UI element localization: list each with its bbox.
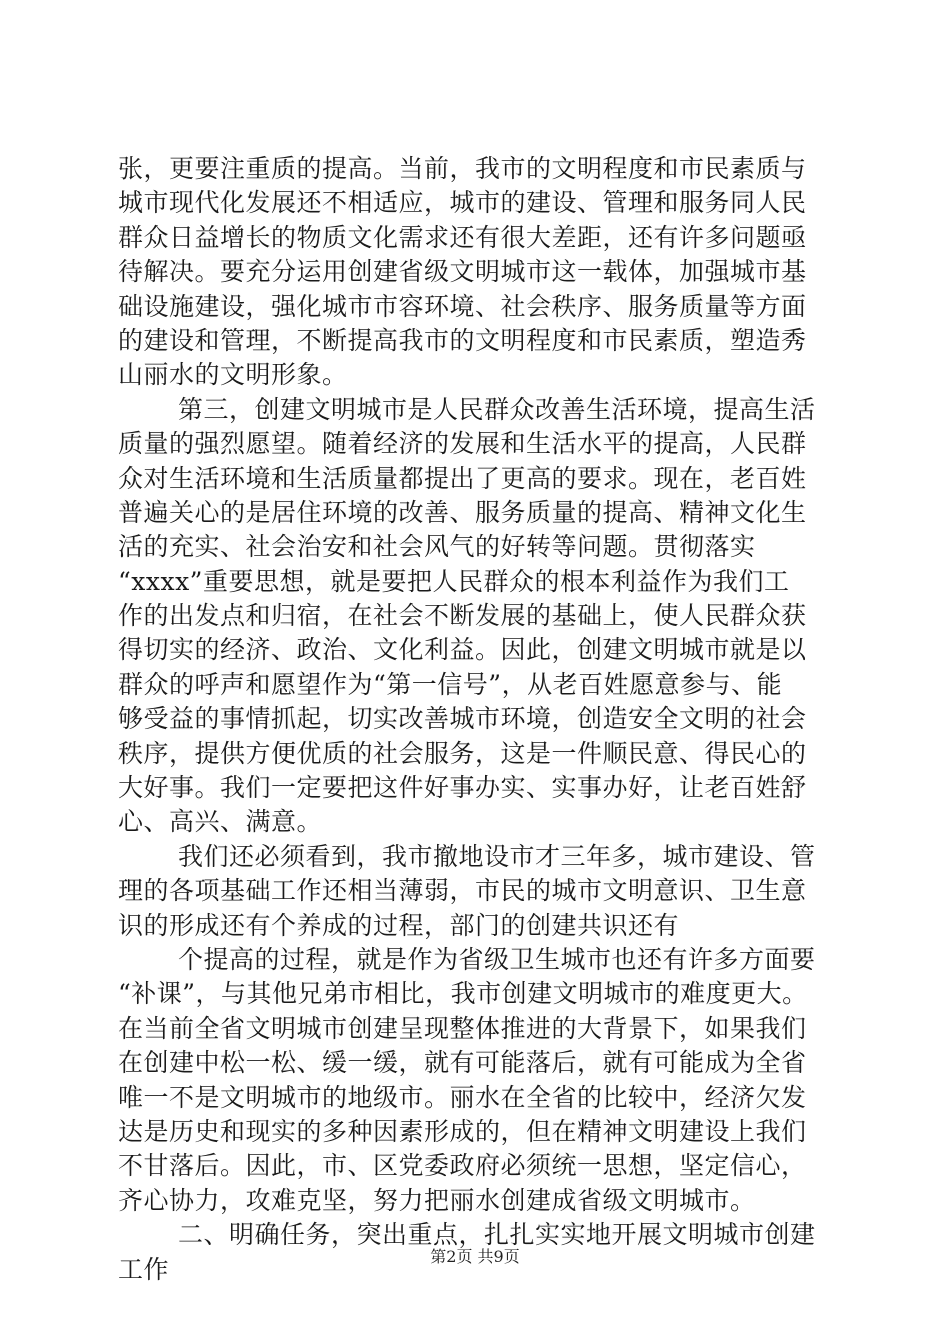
page-number-label: 第2页 共9页 [430,1247,520,1266]
text-line: 秩序，提供方便优质的社会服务，这是一件顺民意、得民心的 [118,738,807,768]
document-body [118,152,838,1287]
text-line: 个提高的过程，就是作为省级卫生城市也还有许多方面要 [178,944,816,974]
page-footer [0,1246,950,1268]
text-line: “补课”，与其他兄弟市相比，我市创建文明城市的难度更大。 [118,979,808,1009]
text-line: 大好事。我们一定要把这件好事办实、实事办好，让老百姓舒 [118,773,807,803]
text-line: 活的充实、社会治安和社会风气的好转等问题。贯彻落实 [118,532,756,562]
text-line: 城市现代化发展还不相适应，城市的建设、管理和服务同人民 [118,188,807,218]
text-line: 我们还必须看到，我市撤地设市才三年多，城市建设、管 [178,841,816,871]
text-line: 唯一不是文明城市的地级市。丽水在全省的比较中，经济欠发 [118,1082,807,1112]
text-line: 在当前全省文明城市创建呈现整体推进的大背景下，如果我们 [118,1013,807,1043]
text-line: 众对生活环境和生活质量都提出了更高的要求。现在，老百姓 [118,463,807,493]
text-line: “xxxx”重要思想，就是要把人民群众的根本利益作为我们工 [118,566,790,596]
text-line: 础设施建设，强化城市市容环境、社会秩序、服务质量等方面 [118,291,807,321]
text-line: 得切实的经济、政治、文化利益。因此，创建文明城市就是以 [118,635,807,665]
text-line: 理的各项基础工作还相当薄弱，市民的城市文明意识、卫生意 [118,876,807,906]
text-line: 普遍关心的是居住环境的改善、服务质量的提高、精神文化生 [118,497,807,527]
text-line: 工作 [118,1254,170,1284]
text-line: 达是历史和现实的多种因素形成的，但在精神文明建设上我们 [118,1116,807,1146]
text-line: 识的形成还有个养成的过程，部门的创建共识还有 [118,910,680,940]
text-line: 够受益的事情抓起，切实改善城市环境，创造安全文明的社会 [118,704,807,734]
text-line: 群众的呼声和愿望作为“第一信号”，从老百姓愿意参与、能 [118,669,783,699]
text-line: 不甘落后。因此，市、区党委政府必须统一思想，坚定信心， [118,1151,807,1181]
text-line: 群众日益增长的物质文化需求还有很大差距，还有许多问题亟 [118,222,807,252]
text-line: 齐心协力，攻难克坚，努力把丽水创建成省级文明城市。 [118,1185,756,1215]
text-line: 二、明确任务，突出重点，扎扎实实地开展文明城市创建 [178,1220,816,1250]
text-line: 的建设和管理，不断提高我市的文明程度和市民素质，塑造秀 [118,325,807,355]
text-line: 心、高兴、满意。 [118,807,323,837]
text-line: 张，更要注重质的提高。当前，我市的文明程度和市民素质与 [118,154,807,183]
text-line: 作的出发点和归宿，在社会不断发展的基础上，使人民群众获 [118,601,807,631]
text-line: 第三，创建文明城市是人民群众改善生活环境，提高生活 [178,394,816,424]
text-line: 质量的强烈愿望。随着经济的发展和生活水平的提高，人民群 [118,429,807,459]
text-line: 在创建中松一松、缓一缓，就有可能落后，就有可能成为全省 [118,1048,807,1078]
text-line: 山丽水的文明形象。 [118,360,348,390]
text-line: 待解决。要充分运用创建省级文明城市这一载体，加强城市基 [118,257,807,287]
